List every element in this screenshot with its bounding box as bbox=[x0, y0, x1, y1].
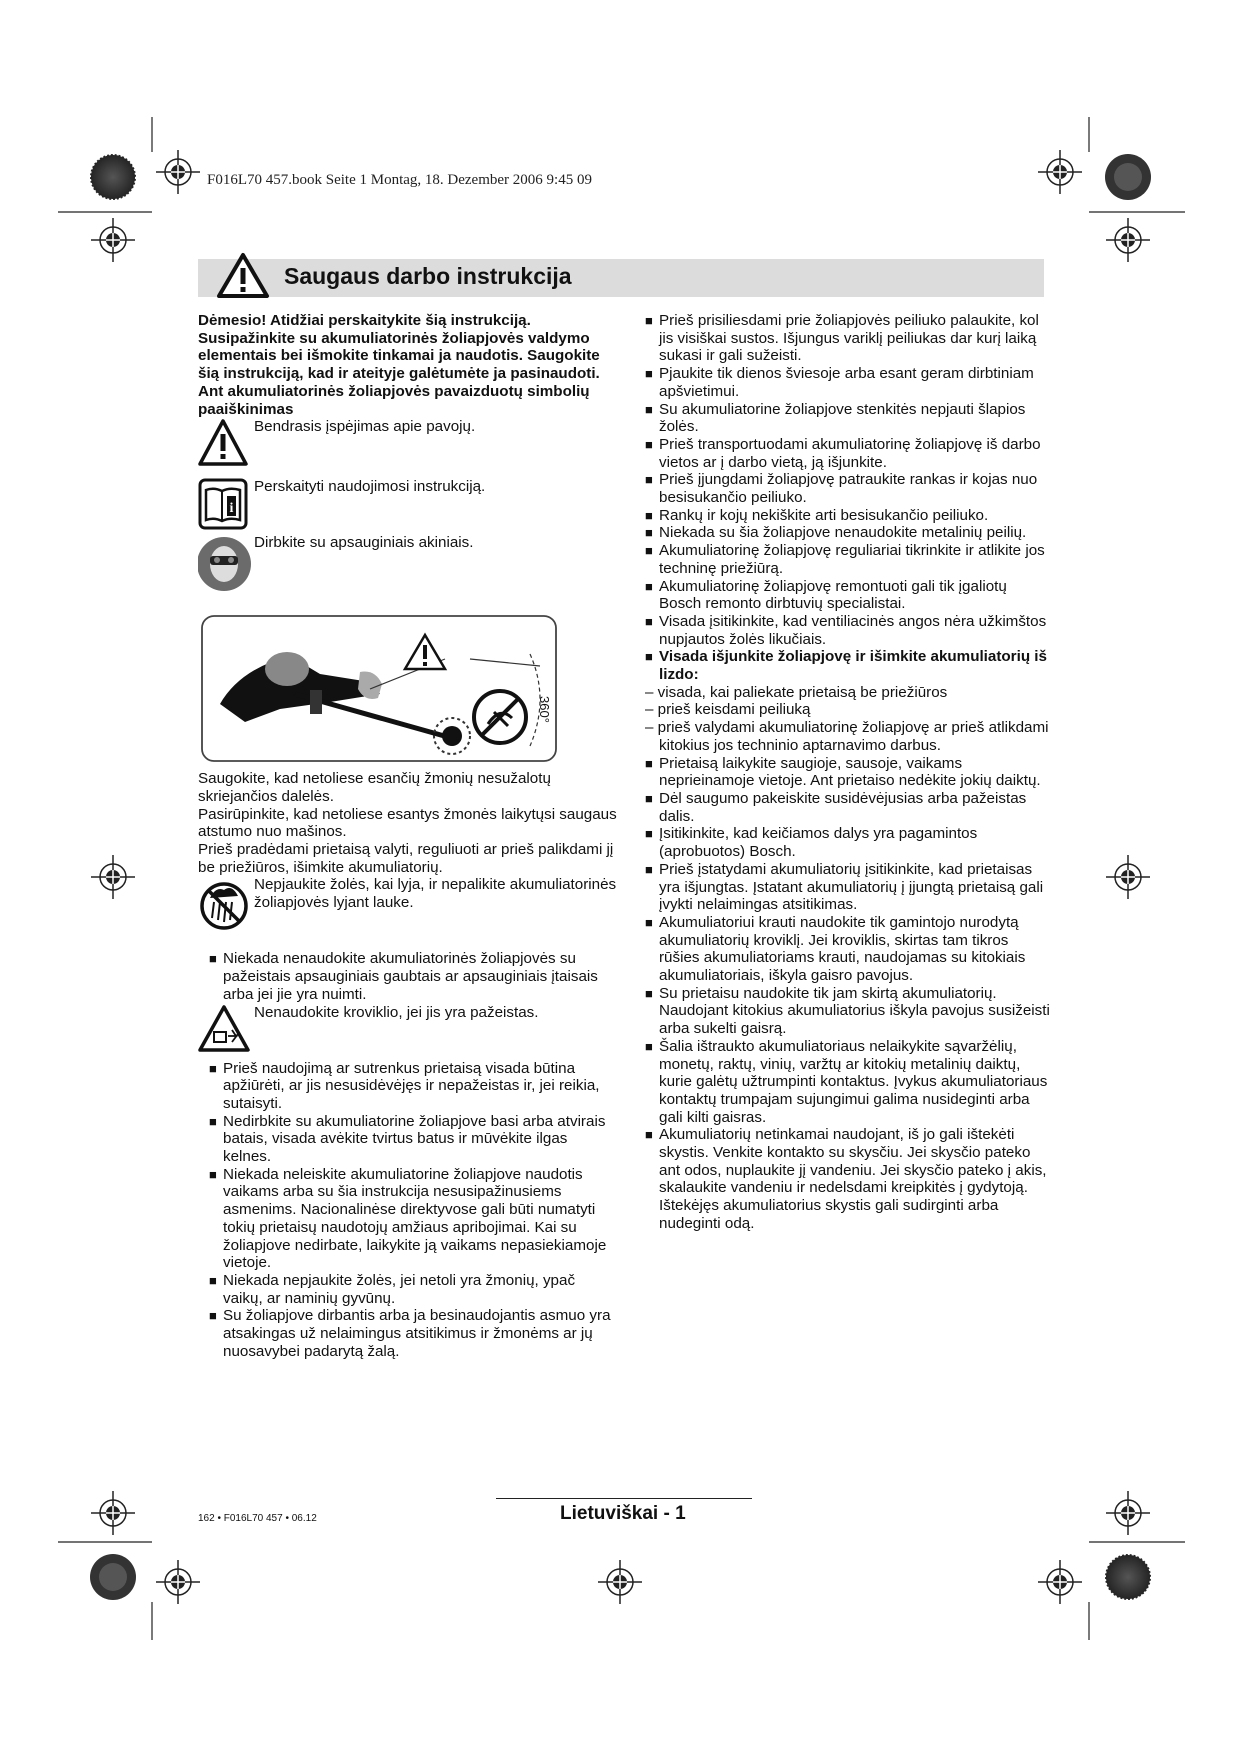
list-item: ■ Prieš transportuodami akumuliatorinę žoliapjovę iš darbo vietos ar į darbo vietą, ją išjunkite. bbox=[634, 436, 1052, 471]
symbol-row bbox=[198, 474, 618, 534]
list-item: ■ Akumuliatorinę žoliapjovę remontuoti gali tik įgaliotų Bosch remonto dirbtuvių specialistai. bbox=[634, 578, 1052, 613]
warning-triangle-icon bbox=[216, 252, 270, 300]
footer-code: 162 • F016L70 457 • 06.12 bbox=[198, 1513, 317, 1524]
angle-label: 360° bbox=[537, 696, 552, 724]
symbol-row bbox=[198, 534, 618, 600]
no-rain-icon bbox=[198, 876, 254, 932]
page-title: Saugaus darbo instrukcija bbox=[284, 263, 572, 289]
symbol-row bbox=[198, 1004, 618, 1060]
color-wheel-icon bbox=[1105, 1554, 1151, 1600]
list-item: ■ Visada įsitikinkite, kad ventiliacinės angos nėra užkimštos nupjautos žolės likučiais. bbox=[634, 613, 1052, 648]
list-item: ■ Prietaisą laikykite saugioje, sausoje, vaikams neprieinamoje vietoje. Ant prietaiso nedėkite jokių daiktų. bbox=[634, 755, 1052, 790]
list-item: ■ Niekada nepjaukite žolės, jei netoli yra žmonių, ypač vaikų, ar naminių gyvūnų. bbox=[198, 1272, 618, 1307]
list-item: ■ Niekada neleiskite akumuliatorine žoliapjove naudotis vaikams arba su šia instrukcija nesusipažinusiems asmenims. Nacionalinėse direktyvose gali būti numatyti tokių prietaisų naudotojų amžiaus apribojimai. Kai su žoliapjove nedirbate, laikykite ją vaikams nepasiekiamoje vietoje. bbox=[198, 1166, 618, 1272]
body-text: Pasirūpinkite, kad netoliese esantys žmonės laikytųsi saugaus atstumo nuo mašinos. bbox=[198, 805, 617, 841]
damaged-charger-warning-icon bbox=[198, 1004, 254, 1054]
body-text: Prieš pradėdami prietaisą valyti, reguliuoti ar prieš palikdami jį be priežiūros, išimkite akumuliatorių. bbox=[198, 841, 614, 876]
list-item: ■ Akumuliatoriui krauti naudokite tik gamintojo nurodytą akumuliatorių kroviklį. Jei kroviklis, skirtas tam tikros rūšies akumuliatoriams krauti, naudojamas su kitokiais akumuliatoriais, iškyla gaisro pavojus. bbox=[634, 914, 1052, 985]
symbol-caption: Bendrasis įspėjimas apie pavojų. bbox=[254, 418, 476, 436]
list-item: ■ Pjaukite tik dienos šviesoje arba esant geram dirbtiniam apšvietimui. bbox=[634, 365, 1052, 400]
color-wheel-icon bbox=[90, 1554, 136, 1600]
intro-text: Dėmesio! Atidžiai perskaitykite šią instrukciją. Susipažinkite su akumuliatorinės žoliapjovės valdymo elementais bei išmokite tinkamai ja naudotis. Saugokite šią instrukciją, kad ir ateityje galėtumėte ja pasinaudoti. bbox=[198, 312, 600, 383]
read-manual-icon bbox=[198, 478, 254, 532]
list-item: ■ Niekada su šia žoliapjove nenaudokite metalinių peilių. bbox=[634, 524, 1052, 542]
trimmer-safety-illustration bbox=[200, 614, 560, 764]
right-column bbox=[634, 312, 1052, 1233]
symbol-caption: Perskaityti naudojimosi instrukciją. bbox=[254, 478, 486, 496]
list-item: ■ Šalia ištraukto akumuliatoriaus nelaikykite sąvaržėlių, monetų, raktų, vinių, varžtų ar kitokių metalinių daiktų, kurie galėtų užtrumpinti kontaktus. Įvykus akumuliatoriaus kontaktų trumpajam sujungimui galima nusideginti arba gali kilti gaisras. bbox=[634, 1038, 1052, 1127]
svg-text:i: i bbox=[229, 501, 234, 517]
footer-divider bbox=[496, 1498, 752, 1499]
symbol-row bbox=[198, 418, 618, 474]
dash-item: – prieš keisdami peiliuką bbox=[634, 701, 1052, 719]
file-header: F016L70 457.book Seite 1 Montag, 18. Dezember 2006 9:45 09 bbox=[207, 172, 592, 188]
symbol-row bbox=[198, 876, 618, 940]
list-item: ■ Su prietaisu naudokite tik jam skirtą akumuliatorių. Naudojant kitokius akumuliatorius iškyla pavojus susižeisti arba sukelti gaisrą. bbox=[634, 985, 1052, 1038]
list-item: ■ Visada išjunkite žoliapjovę ir išimkite akumuliatorių iš lizdo: bbox=[634, 648, 1052, 683]
list-item: ■ Nedirbkite su akumuliatorine žoliapjove basi arba atvirais batais, visada avėkite tvirtus batus ir mūvėkite ilgas kelnes. bbox=[198, 1113, 618, 1166]
safety-goggles-icon bbox=[198, 534, 254, 594]
list-item: ■ Prieš prisiliesdami prie žoliapjovės peiliuko palaukite, kol jis visiškai sustos. Išjungus variklį peiliukas dar kurį laiką sukasi ir gali sužeisti. bbox=[634, 312, 1052, 365]
list-item: ■ Prieš įstatydami akumuliatorių įsitikinkite, kad prietaisas yra išjungtas. Įstatant akumuliatorių į įjungtą prietaisą gali įvykti nelaimingas atsitikimas. bbox=[634, 861, 1052, 914]
list-item: ■ Su akumuliatorine žoliapjove stenkitės nepjauti šlapios žolės. bbox=[634, 401, 1052, 436]
dash-item: – visada, kai paliekate prietaisą be priežiūros bbox=[634, 684, 1052, 702]
color-wheel-icon bbox=[1105, 154, 1151, 200]
list-item: ■ Rankų ir kojų nekiškite arti besisukančio peiliuko. bbox=[634, 507, 1052, 525]
symbols-heading: Ant akumuliatorinės žoliapjovės pavaizduotų simbolių paaiškinimas bbox=[198, 382, 590, 418]
dash-item: – prieš valydami akumuliatorinę žoliapjovę ar prieš atlikdami kitokius jos techninio aptarnavimo darbus. bbox=[634, 719, 1052, 754]
list-item: ■ Prieš naudojimą ar sutrenkus prietaisą visada būtina apžiūrėti, ar jis nesusidėvėjęs ir nepažeistas ir, jei reikia, sutaisyti. bbox=[198, 1060, 618, 1113]
symbol-caption: Nepjaukite žolės, kai lyja, ir nepalikite akumuliatorinės žoliapjovės lyjant lauke. bbox=[254, 876, 617, 912]
warning-triangle-icon bbox=[198, 418, 254, 468]
list-item: ■ Dėl saugumo pakeiskite susidėvėjusias arba pažeistas dalis. bbox=[634, 790, 1052, 825]
body-text: Saugokite, kad netoliese esančių žmonių nesužalotų skriejančios dalelės. bbox=[198, 770, 551, 805]
list-item: ■ Prieš įjungdami žoliapjovę patraukite rankas ir kojas nuo besisukančio peiliuko. bbox=[634, 471, 1052, 506]
page-number: Lietuviškai - 1 bbox=[560, 1503, 686, 1524]
list-item: ■ Akumuliatorinę žoliapjovę reguliariai tikrinkite ir atlikite jos techninę priežiūrą. bbox=[634, 542, 1052, 577]
symbol-caption: Nenaudokite kroviklio, jei jis yra pažeistas. bbox=[254, 1003, 539, 1021]
left-column bbox=[198, 312, 618, 1361]
list-item: ■ Įsitikinkite, kad keičiamos dalys yra pagamintos (aprobuotos) Bosch. bbox=[634, 825, 1052, 860]
list-item: ■ Akumuliatorių netinkamai naudojant, iš jo gali ištekėti skystis. Venkite kontakto su skysčiu. Jei skysčio pateko ant odos, nuplaukite jį vandeniu. Jei skysčio pateko į akis, skalaukite vandeniu ir nedelsdami kreipkitės į gydytoją. Ištekėjęs akumuliatorius skystis gali sudirginti arba nudeginti odą. bbox=[634, 1126, 1052, 1232]
list-item: ■ Niekada nenaudokite akumuliatorinės žoliapjovės su pažeistais apsauginiais gaubtais ar apsauginiais įtaisais arba jei jie yra nuimti. bbox=[198, 950, 618, 1003]
symbol-caption: Dirbkite su apsauginiais akiniais. bbox=[254, 534, 474, 552]
color-wheel-icon bbox=[90, 154, 136, 200]
list-item: ■ Su žoliapjove dirbantis arba ja besinaudojantis asmuo yra atsakingas už nelaimingus atsitikimus ir žmonėms ar jų nuosavybei padarytą žalą. bbox=[198, 1307, 618, 1360]
